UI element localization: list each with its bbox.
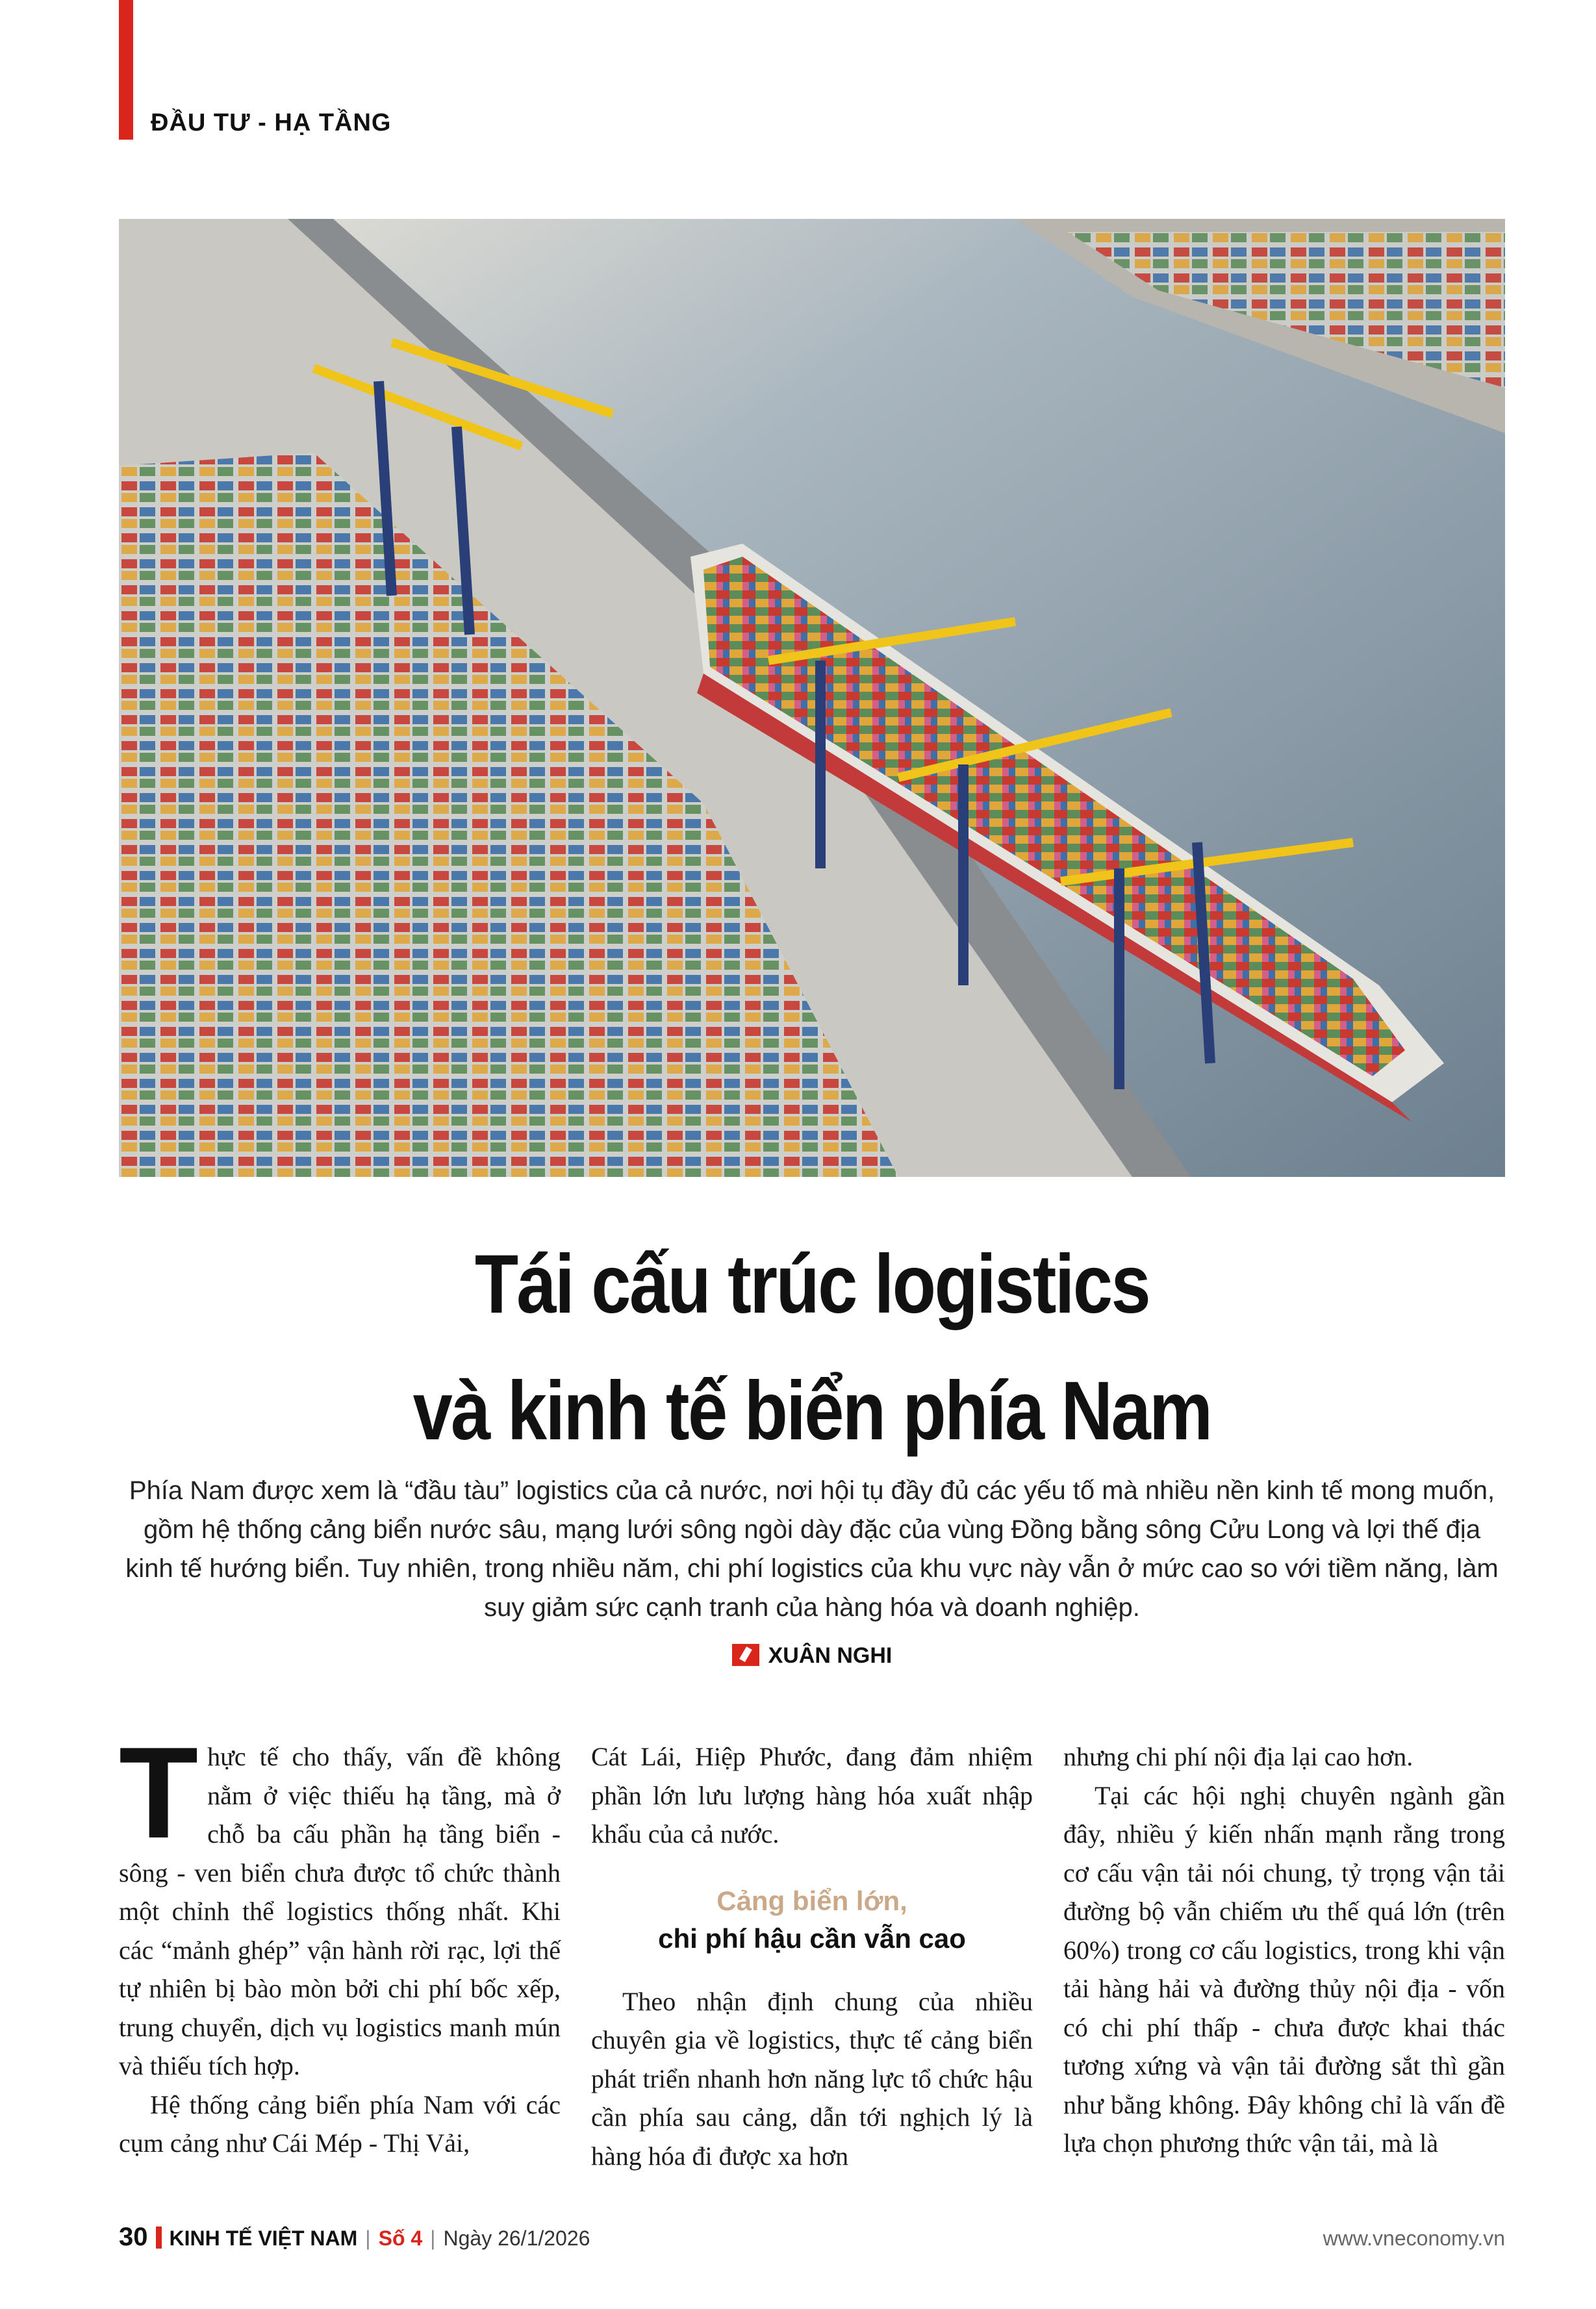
column-3 [1063, 1737, 1505, 2163]
footer-red-bar [156, 2227, 162, 2249]
paragraph-3: Theo nhận định chung của nhiều chuyên gia về logistics, thực tế cảng biển phát triển nhanh hơn năng lực tổ chức hậu cần phía sau cảng, dẫn tới nghịch lý là hàng hóa đi được xa hơn [591, 1986, 1033, 2171]
title-line-1: Tái cấu trúc logistics [474, 1238, 1150, 1331]
port-illustration [119, 219, 1505, 1177]
paragraph-2: Hệ thống cảng biển phía Nam với các cụm cảng như Cái Mép - Thị Vải, [119, 2089, 561, 2158]
magazine-name: KINH TẾ VIỆT NAM [169, 2227, 358, 2250]
website-link[interactable]: www.vneconomy.vn [1323, 2227, 1505, 2250]
column-1 [119, 1721, 561, 2163]
port-aerial-photo [119, 219, 1505, 1177]
article-title [216, 1221, 1408, 1474]
article-lead: Phía Nam được xem là “đầu tàu” logistics của cả nước, nơi hội tụ đầy đủ các yếu tố mà nhiều nền kinh tế mong muốn, gồm hệ thống cảng biển nước sâu, mạng lưới sông ngòi dày đặc của vùng Đồng bằng sông Cửu Long và lợi thế địa kinh tế hướng biển. Tuy nhiên, trong nhiều năm, chi phí logistics của khu vực này vẫn ở mức cao so với tiềm năng, làm suy giảm sức cạnh tranh của hàng hóa và doanh nghiệp. [125, 1476, 1499, 1622]
page-footer: 30 KINH TẾ VIỆT NAM | Số 4 | Ngày 26/1/2026 www.vneconomy.vn [119, 2223, 1505, 2251]
title-line-2: và kinh tế biển phía Nam [412, 1365, 1211, 1457]
paragraph-1: Thực tế cho thấy, vấn đề không nằm ở việc thiếu hạ tầng, mà ở chỗ ba cấu phần hạ tầng biển - sông - ven biển chưa được tổ chức thành một chỉnh thể logistics thống nhất. Khi các “mảnh ghép” vận hành rời rạc, lợi thế tự nhiên bị bào mòn bởi chi phí bốc xếp, trung chuyển, dịch vụ logistics manh mún và thiếu tích hợp. [119, 1721, 561, 2080]
paragraph-2-cont: Cát Lái, Hiệp Phước, đang đảm nhiệm phần lớn lưu lượng hàng hóa xuất nhập khẩu của cả nước. [591, 1742, 1033, 1848]
paragraph-3-cont: nhưng chi phí nội địa lại cao hơn. [1063, 1742, 1413, 1771]
issue-number: Số 4 [378, 2227, 423, 2250]
section-marker [119, 0, 133, 140]
pen-icon [732, 1644, 759, 1666]
author-name: XUÂN NGHI [768, 1643, 893, 1668]
section-label: ĐẦU TƯ - HẠ TẦNG [151, 109, 392, 136]
column-2 [591, 1737, 1033, 2175]
paragraph-4: Tại các hội nghị chuyên ngành gần đây, nhiều ý kiến nhấn mạnh rằng trong cơ cấu vận tải nói chung, tỷ trọng vận tải đường bộ vẫn chiếm ưu thế quá lớn (trên 60%) trong cơ cấu logistics, trong khi vận tải hàng hải và đường thủy nội địa - vốn có chi phí thấp - chưa được khai thác tương xứng và vận tải đường sắt thì gần như bằng không. Đây không chỉ là vấn đề lựa chọn phương thức vận tải, mà là [1063, 1780, 1505, 2158]
dropcap: T [119, 1721, 199, 1865]
page-number: 30 [119, 2223, 148, 2251]
subheading-line-2: chi phí hậu cần vẫn cao [658, 1923, 966, 1954]
issue-date: Ngày 26/1/2026 [443, 2227, 590, 2250]
subheading-line-1: Cảng biển lớn, [716, 1885, 907, 1916]
byline [119, 1643, 1505, 1669]
subheading [591, 1882, 1033, 1958]
